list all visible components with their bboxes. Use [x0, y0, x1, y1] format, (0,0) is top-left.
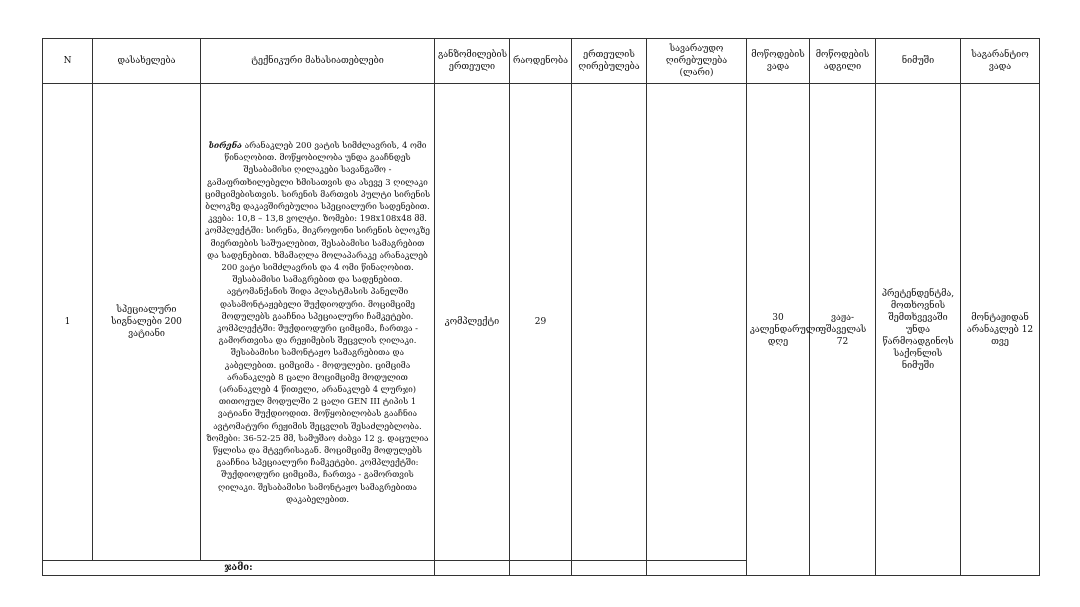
header-delivery-term: მოწოდების ვადა — [747, 39, 810, 84]
cell-sample: პრეტენდენტმა, მოთხოვნის შემთხვევაში უნდა წარმოადგინოს საქონლის ნიმუში — [876, 84, 961, 576]
header-total-price: სავარაუდო ღირებულება (ლარი) — [647, 39, 747, 84]
spec-text: არანაკლებ 200 ვატის სიმძლავრის, 4 ომი წინაღობით. მოწყობილობა უნდა გააჩნდეს შესაბამისი ღილაკები სავანგაშო - გამაფრთხილებელი ხმისათვის და ასევე 3 ღილაკი ციმციმებისთვის. სირენის მართვის პულტი სირენის ბლოკზე დაკავშირებულია სპეციალური სადენებით. კვება: 10,8 – 13,8 ვოლტი. ზომები: 198x108x48 მმ. კომპლექტში: სირენა, მიკროფონი სირენის ბლოკზე მიერთების საშუალებით, შესაბამისი სამაგრებით და სადენებით. ხმამაღლა მოლაპარაკე არანაკლებ 200 ვატი სიმძლავრის და 4 ომი წინაღობით. შესაბამისი სამაგრებით და სადენებით. ავტომანქანის შიდა პლასტმასის პანელში დასამონტაჟებელი შუქდიოდური. მოციმციმე მოდულებს გააჩნია სპეციალური ჩამკეტები. კომპლექტში: შუქდიოდური ციმციმა, ჩართვა - გამორთვისა და რეჟიმების შეცვლის ღილაკი. შესაბამისი სამონტაჟო სამაგრებითა და კაბელებით. ციმციმა - მოდულები. ციმციმა არანაკლებ 8 ცალი მოციმციმე მოდულით (არანაკლებ 4 წითელი, არანაკლებ 4 ლურჯი) თითოეულ მოდულში 2 ცალი GEN III ტიპის 1 ვატიანი შუქდიოდით. მოწყობილობას გააჩნია ავტომატური რეჟიმის შეცვლის შესაძლებლობა. ზომები: 36-52-25 მმ, სამუშაო ძაბვა 12 ვ. დაცულია წყლისა და მტვერისაგან. მოციმციმე მოდულებს გააჩნია სპეციალური ჩამკეტები. კომპლექტში: შუქდიოდური ციმციმა, ჩართვა - გამორთვის ღილაკი. შესაბამისი სამონტაჟო სამაგრებითა დაკაბელებით. — [204, 139, 431, 504]
cell-specs — [201, 84, 435, 561]
header-specs: ტექნიკური მახასიათებლები — [201, 39, 435, 84]
total-empty-unit-price — [572, 561, 647, 576]
header-row — [43, 39, 1040, 84]
cell-unit-price — [572, 84, 647, 561]
total-label: ჯამი: — [43, 561, 435, 576]
header-sample: ნიმუში — [876, 39, 961, 84]
header-qty: რაოდენობა — [510, 39, 572, 84]
header-name: დასახელება — [93, 39, 201, 84]
cell-total-price — [647, 84, 747, 561]
header-unit-price: ერთეულის ღირებულება — [572, 39, 647, 84]
cell-delivery-term: 30 კალენდარული დღე — [747, 84, 810, 576]
total-empty-qty — [510, 561, 572, 576]
spec-lead: სირენა — [208, 139, 243, 150]
cell-n: 1 — [43, 84, 93, 561]
header-unit: განზომილების ერთეული — [435, 39, 510, 84]
table-row — [43, 84, 1040, 561]
header-n: N — [43, 39, 93, 84]
cell-name: სპეციალური სიგნალები 200 ვატიანი — [93, 84, 201, 561]
header-delivery-place: მოწოდების ადგილი — [810, 39, 876, 84]
header-warranty: საგარანტიო ვადა — [961, 39, 1040, 84]
specification-table — [42, 38, 1040, 576]
cell-qty: 29 — [510, 84, 572, 561]
total-empty-unit — [435, 561, 510, 576]
cell-warranty: მონტაჟიდან არანაკლებ 12 თვე — [961, 84, 1040, 576]
cell-delivery-place: ვაჟა-ფშაველას 72 — [810, 84, 876, 576]
total-empty-total-price — [647, 561, 747, 576]
cell-unit: კომპლექტი — [435, 84, 510, 561]
